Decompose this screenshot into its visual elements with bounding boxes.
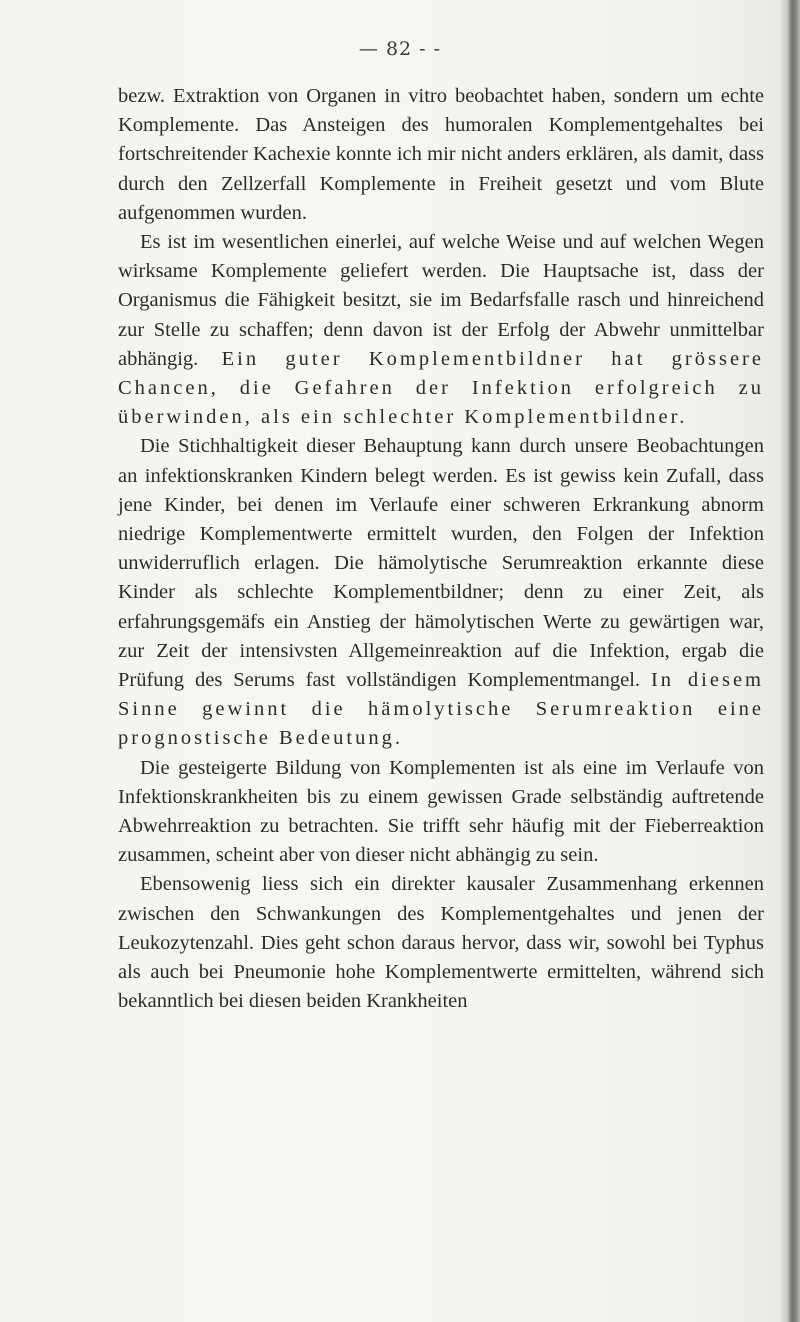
- page-number: — 82 - -: [358, 38, 442, 60]
- paragraph-1: [118, 82, 764, 228]
- paragraph-4: [118, 754, 764, 871]
- paragraph-2-text: Es ist im wesentlichen einerlei, auf welche Weise und auf welchen Wegen wirksame Komplemente geliefert werden. Die Hauptsache ist, dass der Organismus die Fähigkeit besitzt, sie im Bedarfsfalle rasch und hinreichend zur Stelle zu schaffen; denn davon ist der Erfolg der Abwehr unmittelbar abhängig.: [118, 231, 764, 370]
- paragraph-1-text: bezw. Extraktion von Organen in vitro beobachtet haben, sondern um echte Komplemente. Das Ansteigen des humoralen Komplementgehaltes bei fortschreitender Kachexie konnte ich mir nicht anders erklären, als damit, dass durch den Zellzerfall Komplemente in Freiheit gesetzt und vom Blute aufgenommen wurden.: [118, 85, 764, 224]
- paragraph-3-emphasis: In diesem Sinne gewinnt die hämolytische Serumreaktion eine prognostische Bedeutung.: [118, 669, 764, 750]
- paragraph-5-text: Ebensowenig liess sich ein direkter kausaler Zusammenhang erkennen zwischen den Schwankungen des Komplementgehaltes und jenen der Leukozytenzahl. Dies geht schon daraus hervor, dass wir, sowohl bei Typhus als auch bei Pneumonie hohe Komplementwerte ermittelten, während sich bekanntlich bei diesen beiden Krankheiten: [118, 873, 764, 1013]
- paragraph-3-text: Die Stichhaltigkeit dieser Behauptung kann durch unsere Beobachtungen an infektionskranken Kindern belegt werden. Es ist gewiss kein Zufall, dass jene Kinder, bei denen im Verlaufe einer schweren Erkrankung abnorm niedrige Komplementwerte ermittelt wurden, den Folgen der Infektion unwiderruflich erlagen. Die hämolytische Serumreaktion erkannte diese Kinder als schlechte Komplementbildner; denn zu einer Zeit, als erfahrungsgemäfs ein Anstieg der hämolytischen Werte zu gewärtigen war, zur Zeit der intensivsten Allgemeinreaktion auf die Infektion, ergab die Prüfung des Serums fast vollständigen Komplementmangel.: [118, 435, 764, 692]
- paragraph-2-emphasis: Ein guter Komplementbildner hat grössere Chancen, die Gefahren der Infektion erfolgreich zu überwinden, als ein schlechter Komplementbildner.: [118, 347, 764, 429]
- body-text: [118, 82, 764, 1017]
- paragraph-4-text: Die gesteigerte Bildung von Komplementen ist als eine im Verlaufe von Infektionskrankheiten bis zu einem gewissen Grade selbständig auftretende Abwehrreaktion zu betrachten. Sie trifft sehr häufig mit der Fieberreaktion zusammen, scheint aber von dieser nicht abhängig zu sein.: [118, 756, 764, 867]
- paragraph-2: [118, 228, 764, 432]
- book-binding-edge: [786, 0, 800, 1322]
- paragraph-3: [118, 432, 764, 753]
- paragraph-5: [118, 870, 764, 1016]
